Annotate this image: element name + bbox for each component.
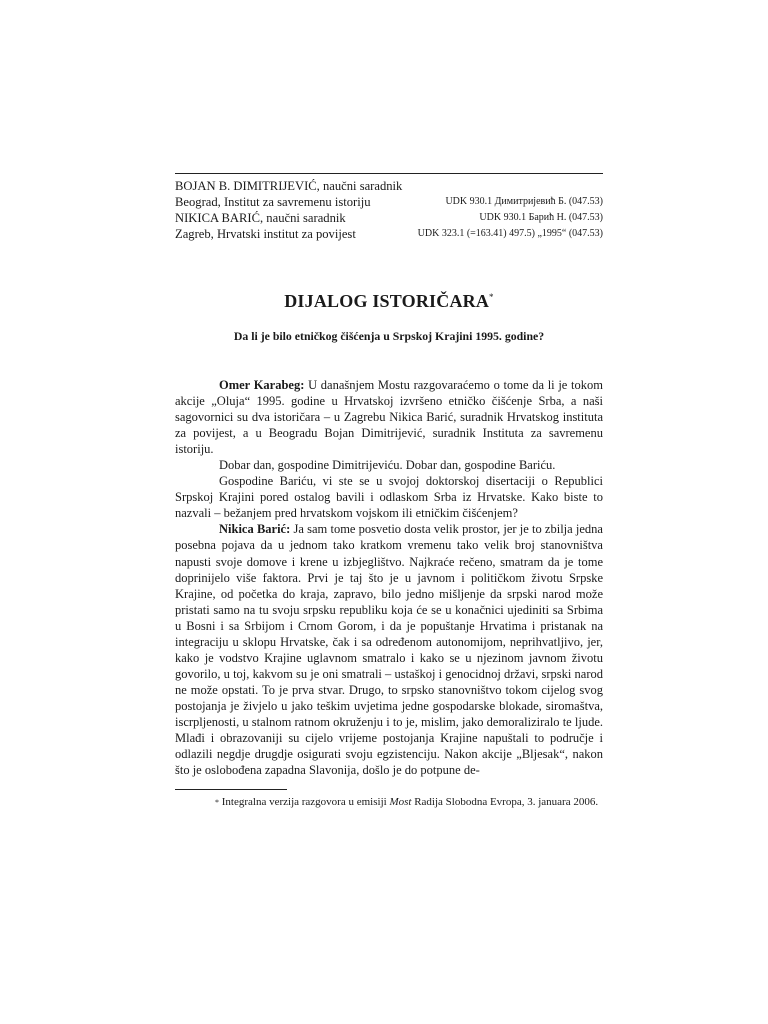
footnote: * Integralna verzija razgovora u emisiji Most Radija Slobodna Evropa, 3. januara 2006. <box>215 796 599 808</box>
author-line: Zagreb, Hrvatski institut za povijest UDK 323.1 (=163.41) 497.5) „1995“ (047.53) <box>175 227 603 241</box>
author-line: NIKICA BARIĆ, naučni saradnik UDK 930.1 Барић Н. (047.53) <box>175 211 603 225</box>
article-subtitle: Da li je bilo etničkog čišćenja u Srpskoj Krajini 1995. godine? <box>233 329 545 343</box>
paragraph: Gospodine Bariću, vi ste se u svojoj doktorskoj disertaciji o Republici Srpskoj Krajini pored ostalog bavili i odlaskom Srba iz Hrvatske. Kako biste to nazvali – bežanjem pred hrvatskom vojskom ili etničkim čišćenjem? <box>175 474 603 521</box>
paragraph: Omer Karabeg: U današnjem Mostu razgovaraćemo o tome da li je tokom akcije „Oluja“ 1995. godine u Hrvatskoj izvršeno etničko čišćenje Srba, a naši sagovornici su dva istoričara – u Zagrebu Nikica Barić, suradnik Hrvatskog instituta za povijest, a u Beogradu Bojan Dimitrijević, suradnik Instituta za savremenu istoriju. <box>175 378 603 457</box>
paragraph: Dobar dan, gospodine Dimitrijeviću. Dobar dan, gospodine Bariću. <box>219 458 556 473</box>
speaker-name: Nikica Barić: <box>219 522 291 537</box>
paragraph: Nikica Barić: Ja sam tome posvetio dosta velik prostor, jer je to zbilja jedna posebna pojava da u jednom tako kratkom vremenu tako velik broj stanovništva napusti svoje domove i krene u izbjeglištvo. Najkraće rečeno, smatram da je tome doprinijelo više faktora. Prvi je taj što je u javnom i političkom životu Srpske Krajine, od početka do kraja, zapravo, bilo jedno mišljenje da srpski narod može pristati samo na tu svoju srpsku republiku koja će se u konačnici ujediniti sa Srbima u Bosni i sa Srbijom i Crnom Gorom, i da je popuštanje Hrvatima i pristanak na integraciju u sklopu Hrvatske, čak i sa određenom autonomijom, neprihvatljivo, jer, kako je vodstvo Krajine uglavnom smatralo i kako se u njezinom javnom životu govorilo, u toj, kakvom su je oni smatrali – ustaškoj i genocidnoj državi, srpski narod ne može opstati. To je prva stvar. Drugo, to srpsko stanovništvo tokom cijelog svog postojanja je živjelo u jako teškim uvjetima jedne gospodarske blokade, siromaštva, iscrpljenosti, u stalnom ratnom okruženju i to je, mislim, jako demoraliziralo te ljude. Mlađi i obrazovaniji su cijelo vrijeme postojanja Krajine napuštali to područje i odlazili negdje drugdje osigurati svoju egzistenciju. Nakon akcije „Bljesak“, nakon što je oslobođena zapadna Slavonija, došlo je do potpune de- <box>175 522 603 778</box>
author-line: Beograd, Institut za savremenu istoriju UDK 930.1 Димитријевић Б. (047.53) <box>175 195 603 209</box>
author-line: BOJAN B. DIMITRIJEVIĆ, naučni saradnik <box>175 179 403 193</box>
udk-code: UDK 323.1 (=163.41) 497.5) „1995“ (047.53) <box>417 228 603 239</box>
author-block <box>175 178 603 242</box>
article-title: DIJALOG ISTORIČARA* <box>284 291 494 311</box>
udk-code: UDK 930.1 Барић Н. (047.53) <box>479 212 603 223</box>
footnote-rule <box>175 789 287 790</box>
article-body <box>175 377 603 778</box>
footnote-marker: * <box>489 292 494 302</box>
udk-code: UDK 930.1 Димитријевић Б. (047.53) <box>445 196 603 207</box>
speaker-name: Omer Karabeg: <box>219 378 305 392</box>
header-rule <box>175 173 603 174</box>
